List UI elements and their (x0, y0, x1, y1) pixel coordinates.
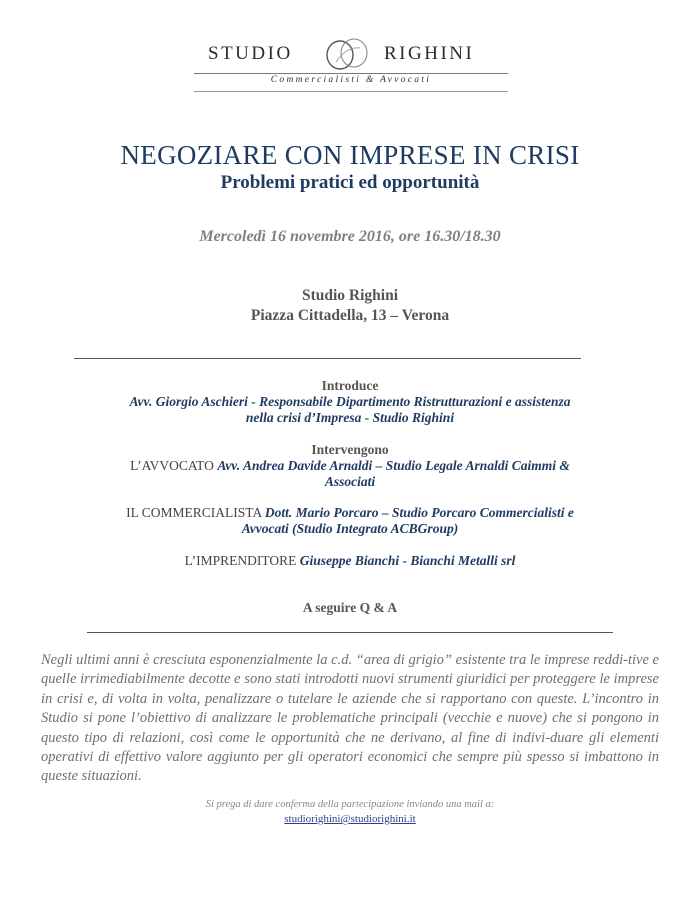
rsvp-email-link[interactable]: studiorighini@studiorighini.it (284, 813, 416, 825)
speaker-accountant-role: IL COMMERCIALISTA (126, 505, 262, 520)
speaker-accountant-name-cont: Avvocati (Studio Integrato ACBGroup) (241, 521, 459, 536)
event-venue (0, 286, 700, 326)
section-divider-bottom (87, 632, 613, 633)
interlocking-circles-icon (316, 36, 378, 72)
logo-word-righini: RIGHINI (384, 43, 475, 64)
logo-top-band (194, 34, 508, 72)
qa-label: A seguire Q & A (302, 600, 398, 615)
speaker-lawyer-name-cont: Associati (324, 474, 376, 489)
speaker-entrepreneur-name: Giuseppe Bianchi - Bianchi Metalli srl (299, 553, 516, 568)
logo-divider-top (194, 73, 508, 74)
introducer (40, 394, 660, 426)
event-subtitle: Problemi pratici ed opportunità (220, 172, 480, 193)
studio-righini-logo (194, 34, 508, 94)
speaker-lawyer (40, 458, 660, 490)
event-date: Mercoledì 16 novembre 2016, ore 16.30/18.30 (199, 228, 501, 245)
logo-word-studio: STUDIO (208, 43, 293, 64)
introducer-line-1: Avv. Giorgio Aschieri - Responsabile Dipartimento Ristrutturazioni e assistenza (129, 394, 571, 409)
speaker-lawyer-role: L’AVVOCATO (130, 458, 214, 473)
introducer-line-2: nella crisi d’Impresa - Studio Righini (245, 410, 455, 425)
introduce-label: Introduce (321, 378, 379, 393)
speaker-accountant-name: Dott. Mario Porcaro – Studio Porcaro Commercialisti e (264, 505, 574, 520)
logo-subtitle: Commercialisti & Avvocati (270, 75, 432, 85)
speaker-entrepreneur-role: L’IMPRENDITORE (184, 553, 297, 568)
venue-name: Studio Righini (301, 287, 399, 304)
logo-divider-bottom (194, 91, 508, 92)
rsvp-instructions: Si prega di dare conferma della partecipazione inviando una mail a: (205, 799, 495, 810)
speaker-accountant (40, 505, 660, 537)
section-divider (74, 358, 581, 359)
venue-address: Piazza Cittadella, 13 – Verona (250, 307, 450, 324)
event-description: Negli ultimi anni è cresciuta esponenzialmente la c.d. “area di grigio” esistente tra le imprese reddi-tive e quelle irrimediabilmente decotte e sono stati introdotti nuovi strumenti giuridici per proteggere le imprese in crisi e, di volta in volta, penalizzare o tutelare le aziende che si rapportano con queste. L’incontro in Studio si pone l’obiettivo di analizzare le problematiche principali (vecchie e nuove) che si pongono in questo tipo di relazioni, così come le opportunità che ne derivano, al fine di indivi-duare gli elementi operativi di effettivo valore aggiunto per gli operatori economici che sempre più spesso si imbattono in queste situazioni. (41, 652, 659, 785)
speaker-lawyer-name: Avv. Andrea Davide Arnaldi – Studio Legale Arnaldi Caimmi & (217, 458, 570, 473)
speakers-label: Intervengono (311, 442, 389, 457)
speaker-entrepreneur (40, 553, 660, 569)
rsvp-email-row (0, 813, 700, 825)
event-title: NEGOZIARE CON IMPRESE IN CRISI (120, 140, 580, 170)
